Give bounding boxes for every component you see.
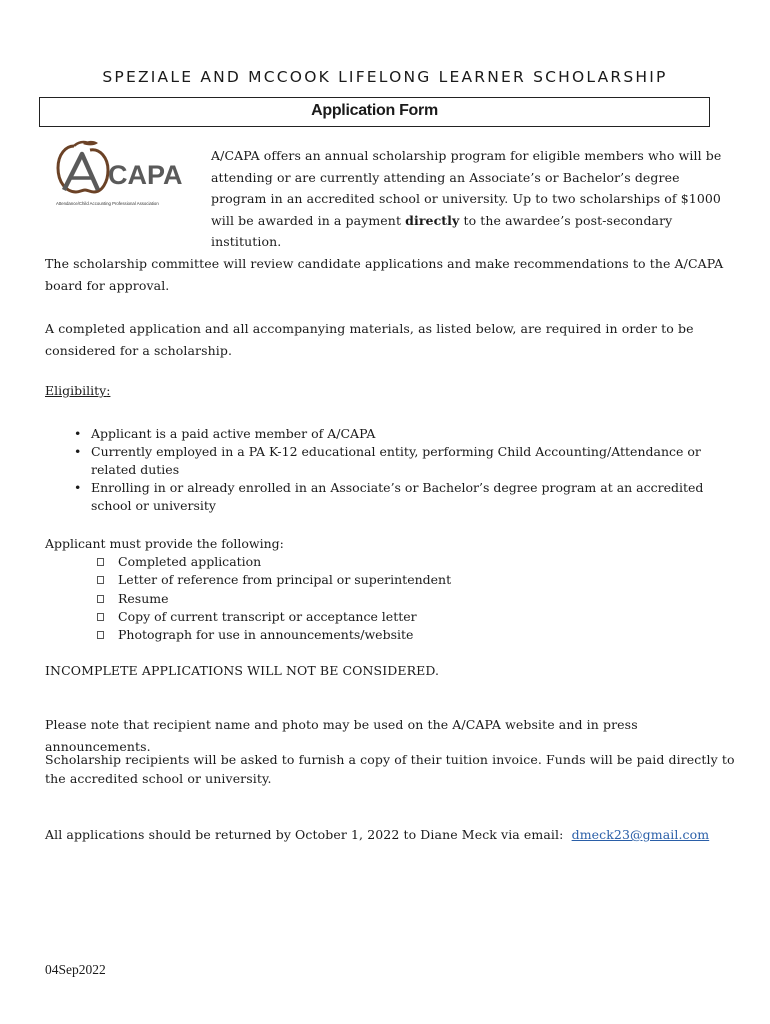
list-item — [45, 479, 735, 515]
bullet-icon: • — [74, 480, 82, 495]
list-item — [95, 590, 451, 608]
requirement-item: Letter of reference from principal or superintendent — [118, 572, 452, 588]
intro-text-end: to the awardee’s post-secondary institution. — [211, 212, 673, 249]
requirements-intro-paragraph: A completed application and all accompanying materials, as listed below, are required in order to be considered for a scholarship. — [45, 321, 694, 358]
photo-note: Please note that recipient name and photo may be used on the A/CAPA website and in press announcements. — [45, 717, 638, 754]
intro-text-start: A/CAPA offers an annual scholarship program for eligible members who will be attending or are currently attending an Associate’s or Bachelor’s degree program in an accredited school or university. Up to two scholarships of $1000 will be awarded in a payment — [211, 148, 722, 228]
footer-date: 04Sep2022 — [45, 962, 106, 977]
acapa-logo — [52, 140, 197, 212]
requirements-heading: Applicant must provide the following: — [45, 536, 284, 551]
bullet-icon: • — [74, 444, 82, 459]
list-item — [95, 626, 451, 644]
return-instructions — [45, 824, 735, 846]
eligibility-heading: Eligibility: — [45, 383, 111, 398]
checkbox-icon — [97, 558, 104, 566]
requirement-item: Resume — [118, 590, 169, 606]
list-item — [45, 443, 735, 479]
checkbox-icon — [97, 613, 104, 621]
form-heading-box — [39, 97, 710, 127]
intro-emphasis: directly — [405, 212, 460, 228]
list-item — [95, 571, 451, 589]
checkbox-icon — [97, 576, 104, 584]
logo-tagline: Attendance/Child Accounting Professional Association — [56, 201, 159, 206]
list-item — [45, 425, 735, 443]
eligibility-item: Currently employed in a PA K-12 educational entity, performing Child Accounting/Attendance or related duties — [91, 444, 701, 477]
logo-wordmark: CAPA — [108, 160, 183, 190]
eligibility-item: Applicant is a paid active member of A/CAPA — [91, 426, 376, 441]
requirement-item: Completed application — [118, 554, 262, 569]
requirements-checklist — [95, 553, 451, 644]
intro-paragraph — [211, 145, 731, 253]
eligibility-item: Enrolling in or already enrolled in an Associate’s or Bachelor’s degree program at an accredited school or university — [91, 480, 704, 513]
return-text: All applications should be returned by October 1, 2022 to Diane Meck via email: — [45, 827, 564, 842]
form-heading: Application Form — [311, 102, 438, 119]
tuition-note: Scholarship recipients will be asked to furnish a copy of their tuition invoice. Funds will be paid directly to the accredited school or university. — [45, 752, 735, 786]
committee-paragraph: The scholarship committee will review candidate applications and make recommendations to the A/CAPA board for approval. — [45, 256, 724, 293]
checkbox-icon — [97, 631, 104, 639]
incomplete-notice: INCOMPLETE APPLICATIONS WILL NOT BE CONSIDERED. — [45, 663, 440, 678]
email-link[interactable]: dmeck23@gmail.com — [571, 827, 710, 842]
requirement-item: Photograph for use in announcements/website — [118, 627, 414, 643]
bullet-icon: • — [74, 426, 82, 441]
requirement-item: Copy of current transcript or acceptance letter — [118, 608, 417, 624]
list-item — [95, 608, 451, 626]
eligibility-heading-text: Eligibility — [45, 383, 107, 398]
list-item — [95, 553, 451, 571]
eligibility-list — [45, 425, 735, 515]
scholarship-title: SPEZIALE AND MCCOOK LIFELONG LEARNER SCHOLARSHIP — [102, 68, 668, 86]
checkbox-icon — [97, 595, 104, 603]
